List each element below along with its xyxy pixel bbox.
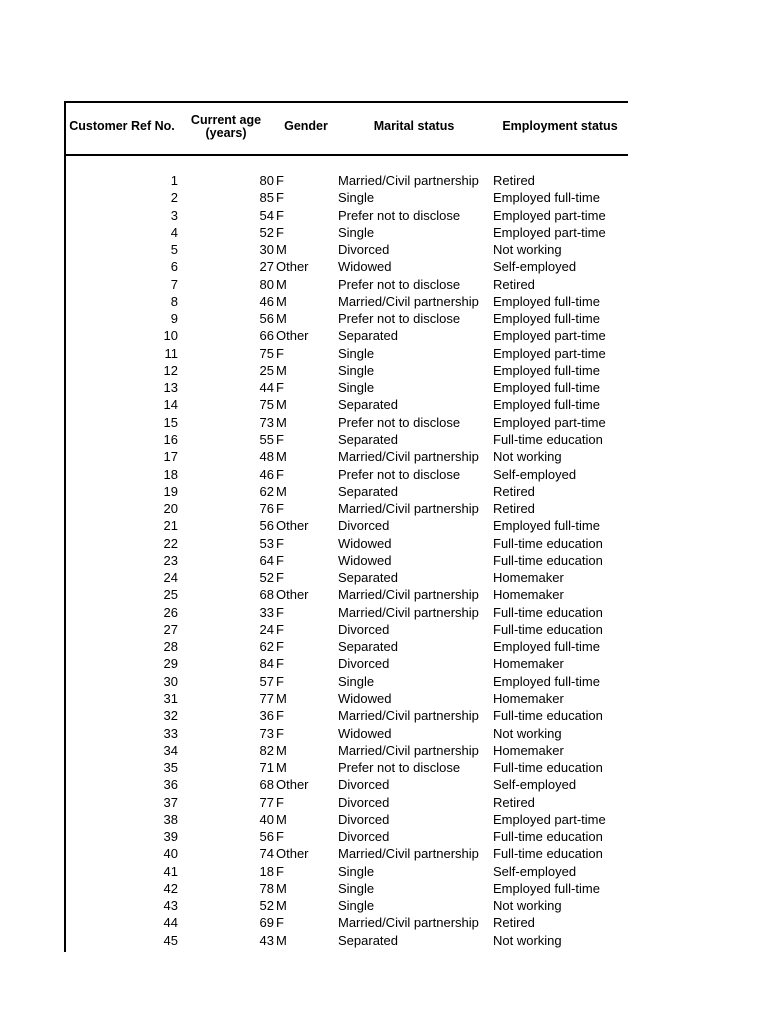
table-row [0, 483, 768, 500]
header-employment-status: Employment status [502, 119, 618, 133]
cell-gender: F [276, 656, 284, 672]
table-row [0, 431, 768, 448]
cell-marital-status: Divorced [338, 811, 390, 827]
table-row [0, 500, 768, 517]
cell-gender: M [276, 811, 287, 827]
table-row [0, 655, 768, 672]
table-row [0, 414, 768, 431]
table-top-border [64, 101, 628, 103]
cell-gender: M [276, 880, 287, 896]
cell-gender: M [276, 898, 287, 914]
cell-marital-status: Prefer not to disclose [338, 414, 461, 430]
table-row [0, 327, 768, 344]
table-row [0, 241, 768, 258]
cell-gender: F [276, 639, 284, 655]
cell-marital-status: Divorced [338, 829, 390, 845]
cell-marital-status: Married/Civil partnership [338, 587, 479, 603]
cell-gender: F [276, 501, 284, 517]
cell-customer-ref: 33 [163, 725, 178, 741]
cell-gender: F [276, 708, 284, 724]
cell-current-age: 27 [259, 259, 274, 275]
table-row [0, 310, 768, 327]
cell-employment-status: Retired [493, 173, 535, 188]
cell-employment-status: Full-time education [493, 708, 603, 724]
cell-gender: M [276, 760, 287, 776]
cell-employment-status: Retired [493, 794, 535, 810]
table-row [0, 914, 768, 931]
cell-current-age: 64 [259, 552, 274, 568]
cell-current-age: 76 [259, 501, 274, 517]
cell-customer-ref: 22 [163, 535, 178, 551]
cell-employment-status: Homemaker [493, 742, 564, 758]
cell-customer-ref: 41 [163, 863, 178, 879]
cell-employment-status: Not working [493, 898, 562, 914]
cell-customer-ref: 7 [170, 276, 178, 292]
table-row [0, 880, 768, 897]
cell-employment-status: Employed full-time [493, 380, 600, 396]
cell-gender: F [276, 915, 284, 931]
table-row [0, 776, 768, 793]
cell-marital-status: Single [338, 863, 375, 879]
cell-marital-status: Married/Civil partnership [338, 742, 479, 758]
cell-gender: Other [276, 846, 309, 862]
cell-customer-ref: 26 [163, 604, 178, 620]
cell-employment-status: Employed part-time [493, 328, 606, 344]
cell-employment-status: Not working [493, 725, 562, 741]
cell-marital-status: Married/Civil partnership [338, 708, 479, 724]
cell-employment-status: Employed full-time [493, 518, 600, 534]
cell-marital-status: Prefer not to disclose [338, 760, 461, 776]
cell-marital-status: Married/Civil partnership [338, 915, 479, 931]
cell-employment-status: Full-time education [493, 829, 603, 845]
cell-employment-status: Employed full-time [493, 293, 600, 309]
table-row [0, 466, 768, 483]
cell-gender: F [276, 829, 284, 845]
cell-marital-status: Divorced [338, 794, 390, 810]
cell-gender: F [276, 794, 284, 810]
cell-current-age: 52 [259, 570, 274, 586]
table-row [0, 517, 768, 534]
cell-marital-status: Divorced [338, 242, 390, 258]
cell-marital-status: Married/Civil partnership [338, 604, 479, 620]
cell-marital-status: Separated [338, 570, 398, 586]
cell-marital-status: Prefer not to disclose [338, 276, 461, 292]
cell-current-age: 18 [259, 863, 274, 879]
cell-gender: M [276, 690, 287, 706]
cell-marital-status: Widowed [338, 725, 392, 741]
cell-customer-ref: 13 [163, 380, 178, 396]
cell-customer-ref: 39 [163, 829, 178, 845]
cell-current-age: 73 [259, 414, 274, 430]
cell-customer-ref: 16 [163, 431, 178, 447]
cell-employment-status: Employed full-time [493, 880, 600, 896]
cell-customer-ref: 2 [170, 190, 178, 206]
cell-customer-ref: 31 [163, 690, 178, 706]
table-row [0, 621, 768, 638]
cell-marital-status: Divorced [338, 777, 390, 793]
table-row [0, 673, 768, 690]
cell-gender: F [276, 863, 284, 879]
cell-customer-ref: 6 [170, 259, 178, 275]
cell-current-age: 85 [259, 190, 274, 206]
cell-gender: Other [276, 259, 309, 275]
cell-customer-ref: 4 [170, 224, 178, 240]
cell-employment-status: Retired [493, 501, 535, 517]
cell-employment-status: Full-time education [493, 621, 603, 637]
cell-employment-status: Full-time education [493, 760, 603, 776]
table-row [0, 811, 768, 828]
cell-marital-status: Single [338, 380, 375, 396]
cell-marital-status: Single [338, 190, 375, 206]
cell-customer-ref: 17 [163, 449, 178, 465]
cell-marital-status: Prefer not to disclose [338, 207, 461, 223]
cell-customer-ref: 9 [170, 311, 178, 327]
cell-gender: Other [276, 587, 309, 603]
cell-current-age: 43 [259, 932, 274, 948]
cell-gender: M [276, 276, 287, 292]
cell-current-age: 40 [259, 811, 274, 827]
cell-marital-status: Single [338, 880, 375, 896]
cell-current-age: 52 [259, 224, 274, 240]
cell-employment-status: Employed full-time [493, 362, 600, 378]
cell-current-age: 77 [259, 794, 274, 810]
cell-employment-status: Not working [493, 932, 562, 948]
table-row [0, 224, 768, 241]
table-row [0, 379, 768, 396]
cell-employment-status: Self-employed [493, 863, 577, 879]
table-row [0, 638, 768, 655]
cell-employment-status: Full-time education [493, 604, 603, 620]
cell-employment-status: Not working [493, 449, 562, 465]
cell-employment-status: Employed part-time [493, 224, 606, 240]
cell-current-age: 80 [259, 173, 274, 188]
table-row [0, 552, 768, 569]
cell-gender: F [276, 207, 284, 223]
cell-gender: F [276, 570, 284, 586]
cell-customer-ref: 32 [163, 708, 178, 724]
table-row [0, 794, 768, 811]
cell-current-age: 30 [259, 242, 274, 258]
header-gender: Gender [284, 119, 328, 133]
cell-marital-status: Widowed [338, 535, 392, 551]
cell-customer-ref: 11 [164, 345, 178, 361]
table-row [0, 604, 768, 621]
cell-gender: M [276, 242, 287, 258]
cell-gender: F [276, 535, 284, 551]
cell-marital-status: Divorced [338, 656, 390, 672]
cell-current-age: 68 [259, 777, 274, 793]
cell-gender: M [276, 414, 287, 430]
cell-marital-status: Separated [338, 328, 398, 344]
table-row [0, 742, 768, 759]
table-row [0, 863, 768, 880]
table-row [0, 258, 768, 275]
cell-employment-status: Full-time education [493, 552, 603, 568]
cell-employment-status: Self-employed [493, 259, 577, 275]
cell-employment-status: Employed part-time [493, 811, 606, 827]
cell-marital-status: Separated [338, 932, 398, 948]
table-row [0, 276, 768, 293]
cell-gender: M [276, 932, 287, 948]
cell-marital-status: Separated [338, 639, 398, 655]
cell-customer-ref: 12 [163, 362, 178, 378]
cell-employment-status: Employed full-time [493, 190, 600, 206]
cell-current-age: 52 [259, 898, 274, 914]
cell-employment-status: Homemaker [493, 656, 564, 672]
cell-customer-ref: 38 [163, 811, 178, 827]
cell-customer-ref: 5 [170, 242, 178, 258]
cell-gender: F [276, 673, 284, 689]
header-marital-status: Marital status [373, 119, 455, 133]
cell-current-age: 36 [259, 708, 274, 724]
cell-gender: Other [276, 518, 309, 534]
cell-employment-status: Employed full-time [493, 397, 600, 413]
cell-marital-status: Separated [338, 431, 398, 447]
cell-marital-status: Single [338, 898, 375, 914]
cell-marital-status: Widowed [338, 690, 392, 706]
cell-employment-status: Employed full-time [493, 673, 600, 689]
cell-marital-status: Widowed [338, 259, 392, 275]
cell-marital-status: Separated [338, 483, 398, 499]
cell-customer-ref: 24 [163, 570, 178, 586]
cell-gender: F [276, 173, 284, 188]
cell-employment-status: Homemaker [493, 570, 564, 586]
header-current-age: Current age (years) [190, 113, 262, 140]
cell-current-age: 56 [259, 829, 274, 845]
cell-marital-status: Married/Civil partnership [338, 173, 479, 188]
table-body [0, 172, 768, 949]
cell-employment-status: Employed part-time [493, 345, 606, 361]
table-row [0, 535, 768, 552]
header-bottom-border [64, 154, 628, 156]
cell-current-age: 54 [259, 207, 274, 223]
cell-gender: F [276, 345, 284, 361]
table-row [0, 725, 768, 742]
cell-employment-status: Homemaker [493, 690, 564, 706]
cell-current-age: 33 [259, 604, 274, 620]
table-row [0, 690, 768, 707]
cell-gender: F [276, 552, 284, 568]
cell-current-age: 80 [259, 276, 274, 292]
table-row [0, 586, 768, 603]
cell-current-age: 75 [259, 345, 274, 361]
cell-customer-ref: 27 [163, 621, 178, 637]
cell-employment-status: Retired [493, 915, 535, 931]
cell-customer-ref: 29 [163, 656, 178, 672]
cell-customer-ref: 21 [163, 518, 178, 534]
cell-customer-ref: 8 [170, 293, 178, 309]
cell-gender: M [276, 311, 287, 327]
cell-current-age: 57 [259, 673, 274, 689]
cell-customer-ref: 25 [163, 587, 178, 603]
cell-current-age: 71 [259, 760, 274, 776]
cell-employment-status: Employed part-time [493, 207, 606, 223]
cell-current-age: 25 [259, 362, 274, 378]
cell-gender: F [276, 431, 284, 447]
cell-marital-status: Separated [338, 397, 398, 413]
table-row [0, 293, 768, 310]
cell-gender: M [276, 397, 287, 413]
cell-marital-status: Widowed [338, 552, 392, 568]
cell-gender: M [276, 742, 287, 758]
cell-customer-ref: 20 [163, 501, 178, 517]
cell-customer-ref: 36 [163, 777, 178, 793]
cell-current-age: 73 [259, 725, 274, 741]
cell-current-age: 82 [259, 742, 274, 758]
cell-customer-ref: 14 [163, 397, 178, 413]
cell-current-age: 69 [259, 915, 274, 931]
table-row [0, 362, 768, 379]
cell-customer-ref: 10 [163, 328, 178, 344]
cell-employment-status: Full-time education [493, 535, 603, 551]
cell-marital-status: Prefer not to disclose [338, 466, 461, 482]
table-row [0, 345, 768, 362]
cell-employment-status: Homemaker [493, 587, 564, 603]
cell-customer-ref: 18 [163, 466, 178, 482]
cell-customer-ref: 3 [170, 207, 178, 223]
cell-marital-status: Married/Civil partnership [338, 846, 479, 862]
cell-employment-status: Retired [493, 483, 535, 499]
cell-customer-ref: 42 [163, 880, 178, 896]
cell-customer-ref: 19 [163, 483, 178, 499]
cell-current-age: 84 [259, 656, 274, 672]
cell-current-age: 62 [259, 639, 274, 655]
table-row [0, 707, 768, 724]
cell-customer-ref: 30 [163, 673, 178, 689]
cell-customer-ref: 37 [163, 794, 178, 810]
cell-employment-status: Full-time education [493, 846, 603, 862]
cell-gender: Other [276, 328, 309, 344]
cell-current-age: 75 [259, 397, 274, 413]
cell-marital-status: Single [338, 224, 375, 240]
cell-gender: Other [276, 777, 309, 793]
cell-customer-ref: 45 [163, 932, 178, 948]
cell-marital-status: Divorced [338, 518, 390, 534]
header-customer-ref: Customer Ref No. [69, 119, 175, 133]
cell-customer-ref: 40 [163, 846, 178, 862]
cell-gender: M [276, 449, 287, 465]
table-row [0, 897, 768, 914]
cell-customer-ref: 35 [163, 760, 178, 776]
cell-gender: M [276, 362, 287, 378]
cell-gender: F [276, 466, 284, 482]
cell-employment-status: Self-employed [493, 777, 577, 793]
cell-gender: F [276, 190, 284, 206]
cell-marital-status: Single [338, 362, 375, 378]
table-row [0, 845, 768, 862]
cell-gender: F [276, 725, 284, 741]
cell-customer-ref: 28 [163, 639, 178, 655]
cell-customer-ref: 34 [163, 742, 178, 758]
cell-customer-ref: 44 [163, 915, 178, 931]
cell-current-age: 46 [259, 466, 274, 482]
cell-current-age: 24 [259, 621, 274, 637]
table-row [0, 207, 768, 224]
cell-employment-status: Employed full-time [493, 311, 600, 327]
cell-gender: F [276, 604, 284, 620]
cell-current-age: 53 [259, 535, 274, 551]
cell-gender: M [276, 483, 287, 499]
cell-current-age: 77 [259, 690, 274, 706]
cell-marital-status: Single [338, 345, 375, 361]
cell-employment-status: Full-time education [493, 431, 603, 447]
cell-current-age: 56 [259, 518, 274, 534]
cell-gender: M [276, 293, 287, 309]
table-row [0, 448, 768, 465]
cell-current-age: 56 [259, 311, 274, 327]
cell-gender: F [276, 224, 284, 240]
cell-marital-status: Prefer not to disclose [338, 311, 461, 327]
cell-current-age: 78 [259, 880, 274, 896]
cell-employment-status: Employed part-time [493, 414, 606, 430]
cell-current-age: 66 [259, 328, 274, 344]
cell-marital-status: Single [338, 673, 375, 689]
cell-current-age: 46 [259, 293, 274, 309]
table-row [0, 569, 768, 586]
table-row [0, 932, 768, 949]
cell-current-age: 55 [259, 431, 274, 447]
cell-current-age: 44 [259, 380, 274, 396]
cell-gender: F [276, 380, 284, 396]
cell-customer-ref: 15 [163, 414, 178, 430]
cell-current-age: 62 [259, 483, 274, 499]
cell-gender: F [276, 621, 284, 637]
cell-employment-status: Employed full-time [493, 639, 600, 655]
cell-marital-status: Divorced [338, 621, 390, 637]
table-row [0, 172, 768, 189]
cell-customer-ref: 23 [163, 552, 178, 568]
table-row [0, 759, 768, 776]
cell-employment-status: Self-employed [493, 466, 577, 482]
cell-current-age: 74 [259, 846, 274, 862]
cell-employment-status: Retired [493, 276, 535, 292]
table-row [0, 396, 768, 413]
cell-current-age: 48 [259, 449, 274, 465]
cell-marital-status: Married/Civil partnership [338, 449, 479, 465]
cell-marital-status: Married/Civil partnership [338, 501, 479, 517]
cell-customer-ref: 1 [170, 173, 178, 188]
table-row [0, 828, 768, 845]
cell-current-age: 68 [259, 587, 274, 603]
table-row [0, 189, 768, 206]
cell-customer-ref: 43 [163, 898, 178, 914]
cell-marital-status: Married/Civil partnership [338, 293, 479, 309]
cell-employment-status: Not working [493, 242, 562, 258]
